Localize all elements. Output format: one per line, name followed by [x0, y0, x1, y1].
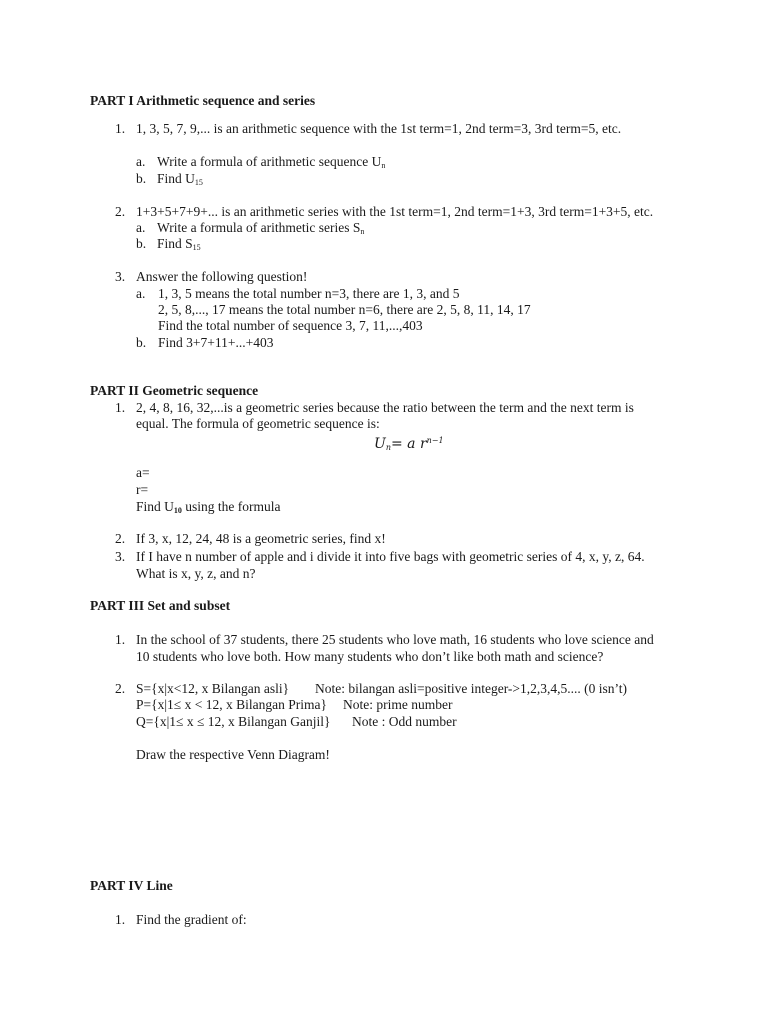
- p3q1-number: 1.: [115, 632, 126, 647]
- q3a-line1: 1, 3, 5 means the total number n=3, there are 1, 3, and 5: [158, 286, 460, 301]
- q1-number: 1.: [115, 121, 126, 136]
- find-u10: Find $U_{10}$ using the formula: [136, 499, 281, 515]
- p2q2-text: If 3, x, 12, 24, 48 is a geometric series, find x!: [136, 531, 386, 546]
- q2-text: 1+3+5+7+9+... is an arithmetic series with the 1st term=1, 2nd term=1+3, 3rd term=1+3+5, etc.: [136, 204, 654, 219]
- q2b-text: Find $S_{15}$: [157, 236, 201, 252]
- part1-heading: PART I Arithmetic sequence and series: [90, 93, 316, 108]
- geometric-formula: $U_n= a$ $r^{n-1}$: [374, 436, 444, 452]
- p3q1-line1: In the school of 37 students, there 25 students who love math, 16 students who love science and: [136, 632, 654, 647]
- set-s-definition: S={x|x<12, x Bilangan asli}: [136, 681, 290, 696]
- p2q2-number: 2.: [115, 531, 126, 546]
- r-equals-line: r=: [136, 482, 149, 497]
- q2a-label: a.: [136, 220, 146, 235]
- p3q1-line2: 10 students who love both. How many students who don’t like both math and science?: [136, 649, 604, 664]
- p3q2-number: 2.: [115, 681, 126, 696]
- q2a-text: Write a formula of arithmetic series $S_n$: [157, 220, 365, 236]
- p2q3-number: 3.: [115, 549, 126, 564]
- p2q1-number: 1.: [115, 400, 126, 415]
- q3-text: Answer the following question!: [136, 269, 308, 284]
- q1b-label: b.: [136, 171, 147, 186]
- p2q3-line2: What is x, y, z, and n?: [136, 566, 256, 581]
- a-equals-line: a=: [136, 465, 150, 480]
- p2q3-line1: If I have n number of apple and i divide it into five bags with geometric series of 4, x, y, z, 64.: [136, 549, 645, 564]
- q3a-line2: 2, 5, 8,..., 17 means the total number n=6, there are 2, 5, 8, 11, 14, 17: [158, 302, 531, 317]
- set-s-note: Note: bilangan asli=positive integer->1,2,3,4,5.... (0 isn’t): [315, 681, 628, 696]
- q2-number: 2.: [115, 204, 126, 219]
- venn-instruction: Draw the respective Venn Diagram!: [136, 747, 330, 762]
- q1-text: 1, 3, 5, 7, 9,... is an arithmetic sequence with the 1st term=1, 2nd term=3, 3rd term=5, etc.: [136, 121, 622, 136]
- set-q-definition: Q={x|1≤ x ≤ 12, x Bilangan Ganjil}: [136, 714, 331, 729]
- q3a-line3: Find the total number of sequence 3, 7, 11,...,403: [158, 318, 423, 333]
- q1b-text: Find $U_{15}$: [157, 171, 203, 187]
- p2q1-line2: equal. The formula of geometric sequence is:: [136, 416, 380, 431]
- q3b-label: b.: [136, 335, 147, 350]
- set-p-note: Note: prime number: [343, 697, 453, 712]
- q1a-label: a.: [136, 154, 146, 169]
- p4q1-number: 1.: [115, 912, 126, 927]
- part2-heading: PART II Geometric sequence: [90, 383, 259, 398]
- set-p-definition: P={x|1≤ x < 12, x Bilangan Prima}: [136, 697, 327, 712]
- q3b-text: Find 3+7+11+...+403: [158, 335, 274, 350]
- part4-heading: PART IV Line: [90, 878, 173, 893]
- set-q-note: Note : Odd number: [352, 714, 457, 729]
- q3a-label: a.: [136, 286, 146, 301]
- p2q1-line1: 2, 4, 8, 16, 32,...is a geometric series because the ratio between the term and the next term is: [136, 400, 634, 415]
- q3-number: 3.: [115, 269, 126, 284]
- part3-heading: PART III Set and subset: [90, 598, 231, 613]
- q1a-text: Write a formula of arithmetic sequence $U_n$: [157, 154, 386, 170]
- p4q1-text: Find the gradient of:: [136, 912, 247, 927]
- q2b-label: b.: [136, 236, 147, 251]
